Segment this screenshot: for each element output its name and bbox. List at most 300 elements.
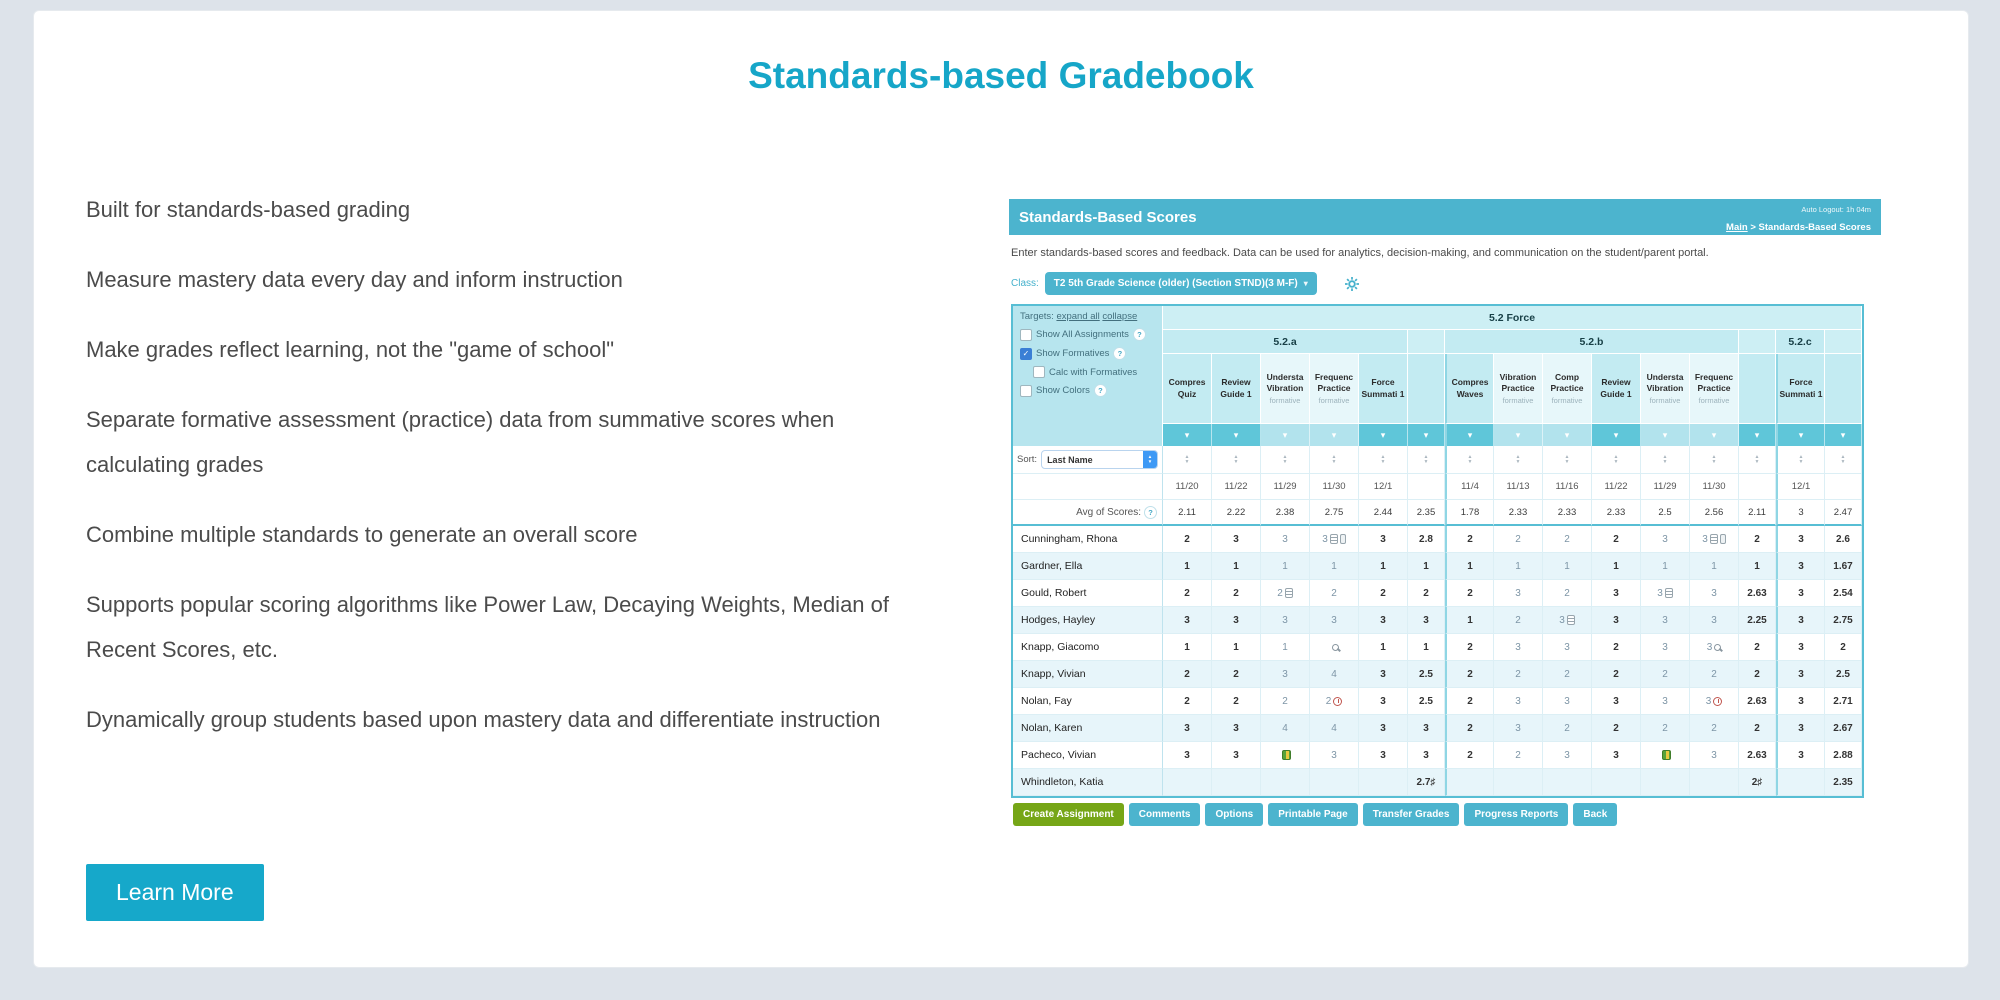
score-cell[interactable] [1543, 715, 1592, 742]
column-menu-chevron-icon[interactable]: ▾ [1408, 424, 1445, 446]
score-cell[interactable] [1261, 526, 1310, 553]
sort-toggle[interactable]: ▲ ▼ [1261, 446, 1310, 474]
breadcrumb-current: Standards-Based Scores [1758, 222, 1871, 233]
score-value: 3 [1798, 668, 1804, 680]
score-cell[interactable] [1163, 607, 1212, 634]
score-value: 1.67 [1833, 560, 1853, 572]
score-value: 1 [1467, 560, 1473, 572]
sort-toggle[interactable]: ▲ ▼ [1776, 446, 1825, 474]
printable-page-button[interactable]: Printable Page [1268, 803, 1357, 826]
score-cell[interactable] [1825, 769, 1862, 796]
sort-toggle[interactable]: ▲ ▼ [1408, 446, 1445, 474]
score-cell[interactable] [1212, 526, 1261, 553]
score-cell[interactable] [1359, 661, 1408, 688]
score-cell[interactable] [1825, 661, 1862, 688]
score-value: 2.54 [1833, 587, 1853, 599]
gradebook-description: Enter standards-based scores and feedback. Data can be used for analytics, decision-making, and communication on the student/parent portal. [1011, 247, 1709, 259]
score-cell[interactable] [1212, 607, 1261, 634]
score-cell[interactable] [1310, 526, 1359, 553]
sort-toggle[interactable]: ▲ ▼ [1592, 446, 1641, 474]
score-cell[interactable] [1359, 688, 1408, 715]
column-menu-chevron-icon[interactable]: ▾ [1690, 424, 1739, 446]
note-icon [1710, 534, 1718, 544]
score-cell[interactable] [1543, 607, 1592, 634]
checkbox-calc-with-formatives[interactable] [1033, 366, 1155, 378]
transfer-grades-button[interactable]: Transfer Grades [1363, 803, 1460, 826]
score-cell[interactable] [1825, 553, 1862, 580]
assignment-date: 11/22 [1212, 474, 1261, 500]
score-cell[interactable] [1592, 580, 1641, 607]
assignment-date: 12/1 [1776, 474, 1825, 500]
score-cell[interactable] [1359, 607, 1408, 634]
checkbox-unchecked-icon[interactable] [1020, 385, 1032, 397]
progress-reports-button[interactable]: Progress Reports [1464, 803, 1568, 826]
collapse-link[interactable]: collapse [1102, 311, 1138, 322]
column-menu-chevron-icon[interactable]: ▾ [1359, 424, 1408, 446]
average-score: 2.47 [1825, 500, 1862, 526]
score-value: 4 [1331, 668, 1337, 680]
score-value: 2 [1613, 533, 1619, 545]
score-cell[interactable] [1641, 661, 1690, 688]
score-cell[interactable] [1543, 553, 1592, 580]
score-value: 2 [1754, 641, 1760, 653]
checkbox-label: Calc with Formatives [1049, 366, 1138, 378]
score-value: 2 [1423, 587, 1429, 599]
score-value: 3 [1702, 533, 1708, 545]
checkbox-unchecked-icon[interactable] [1033, 366, 1045, 378]
score-cell[interactable] [1690, 688, 1739, 715]
score-cell[interactable] [1310, 688, 1359, 715]
score-value: 3 [1706, 641, 1713, 653]
score-value: 2 [1754, 722, 1760, 734]
score-value: 1 [1380, 560, 1386, 572]
score-cell[interactable] [1408, 661, 1445, 688]
score-cell[interactable] [1212, 688, 1261, 715]
score-cell[interactable] [1261, 715, 1310, 742]
score-value: 2 [1840, 641, 1846, 653]
score-cell[interactable] [1310, 769, 1359, 796]
score-cell[interactable] [1641, 607, 1690, 634]
score-cell[interactable] [1776, 715, 1825, 742]
sort-toggle[interactable]: ▲ ▼ [1543, 446, 1592, 474]
score-cell[interactable] [1445, 688, 1494, 715]
assignment-header[interactable] [1359, 354, 1408, 424]
assignment-header[interactable] [1212, 354, 1261, 424]
chevron-down-icon: ▾ [1303, 279, 1308, 288]
column-menu-chevron-icon[interactable]: ▾ [1776, 424, 1825, 446]
assignment-header[interactable] [1310, 354, 1359, 424]
score-cell[interactable] [1359, 769, 1408, 796]
score-value: 4 [1331, 722, 1337, 734]
score-cell[interactable] [1445, 526, 1494, 553]
score-cell[interactable] [1739, 553, 1776, 580]
checkbox-show-colors[interactable] [1020, 384, 1155, 397]
score-cell[interactable] [1310, 661, 1359, 688]
score-cell[interactable] [1163, 634, 1212, 661]
score-cell[interactable] [1739, 715, 1776, 742]
column-menu-chevron-icon[interactable]: ▾ [1212, 424, 1261, 446]
assignment-name: Review Guide 1 [1600, 377, 1632, 399]
score-cell[interactable] [1739, 688, 1776, 715]
score-value: 2 [1515, 749, 1521, 761]
assignment-date: 11/30 [1310, 474, 1359, 500]
assignment-name: Understa Vibration [1266, 371, 1304, 393]
assignment-header[interactable] [1163, 354, 1212, 424]
score-cell[interactable] [1310, 553, 1359, 580]
score-cell[interactable] [1494, 553, 1543, 580]
score-cell[interactable] [1494, 742, 1543, 769]
column-menu-chevron-icon[interactable]: ▾ [1739, 424, 1776, 446]
score-cell[interactable] [1408, 580, 1445, 607]
avg-label-text: Avg of Scores: [1076, 506, 1141, 518]
assignment-header[interactable] [1445, 354, 1494, 424]
formative-tag: formative [1502, 396, 1534, 406]
score-cell[interactable] [1445, 661, 1494, 688]
score-value: 2♯ [1751, 776, 1763, 788]
score-value: 2 [1515, 533, 1521, 545]
score-value: 2.35 [1833, 776, 1853, 788]
score-cell[interactable] [1261, 769, 1310, 796]
score-cell[interactable] [1261, 580, 1310, 607]
score-value: 2 [1564, 722, 1570, 734]
score-cell[interactable] [1690, 769, 1739, 796]
score-value: 3 [1380, 614, 1386, 626]
score-cell[interactable] [1163, 769, 1212, 796]
score-value: 2 [1613, 668, 1619, 680]
column-menu-chevron-icon[interactable]: ▾ [1592, 424, 1641, 446]
score-cell[interactable] [1592, 769, 1641, 796]
score-cell[interactable] [1408, 526, 1445, 553]
score-cell[interactable] [1261, 553, 1310, 580]
score-cell[interactable] [1641, 688, 1690, 715]
note-icon [1330, 534, 1338, 544]
content-card [33, 10, 1969, 968]
score-cell[interactable] [1163, 580, 1212, 607]
column-menu-chevron-icon[interactable]: ▾ [1310, 424, 1359, 446]
score-value: 3 [1657, 587, 1663, 599]
help-icon[interactable]: ? [1144, 506, 1157, 519]
score-cell[interactable] [1359, 742, 1408, 769]
sort-toggle[interactable]: ▲ ▼ [1825, 446, 1862, 474]
clock-icon [1713, 697, 1722, 706]
score-cell[interactable] [1690, 742, 1739, 769]
score-cell[interactable] [1310, 607, 1359, 634]
sort-toggle[interactable]: ▲ ▼ [1690, 446, 1739, 474]
assignment-header[interactable] [1261, 354, 1310, 424]
score-cell[interactable] [1310, 715, 1359, 742]
sort-toggle[interactable]: ▲ ▼ [1445, 446, 1494, 474]
sort-toggle[interactable]: ▲ ▼ [1359, 446, 1408, 474]
help-icon[interactable]: ? [1113, 347, 1126, 360]
create-assignment-button[interactable]: Create Assignment [1013, 803, 1124, 826]
score-cell[interactable] [1739, 742, 1776, 769]
assignment-header[interactable] [1494, 354, 1543, 424]
average-score: 2.75 [1310, 500, 1359, 526]
score-cell[interactable] [1825, 688, 1862, 715]
checkbox-checked-icon[interactable]: ✓ [1020, 348, 1032, 360]
student-name: Nolan, Karen [1013, 715, 1163, 742]
score-cell[interactable] [1641, 526, 1690, 553]
score-cell[interactable] [1163, 553, 1212, 580]
assignment-header[interactable] [1776, 354, 1825, 424]
back-button[interactable]: Back [1573, 803, 1617, 826]
class-select-value: T2 5th Grade Science (older) (Section STND)(3 M-F) [1053, 278, 1298, 289]
score-cell[interactable] [1494, 661, 1543, 688]
score-cell[interactable] [1359, 634, 1408, 661]
score-cell[interactable] [1776, 634, 1825, 661]
score-cell[interactable] [1408, 607, 1445, 634]
sort-toggle[interactable]: ▲ ▼ [1641, 446, 1690, 474]
score-cell[interactable] [1825, 634, 1862, 661]
score-value: 2.6 [1836, 533, 1850, 545]
score-cell[interactable] [1776, 769, 1825, 796]
score-cell[interactable] [1310, 742, 1359, 769]
score-value: 3 [1613, 749, 1619, 761]
score-cell[interactable] [1592, 634, 1641, 661]
score-cell[interactable] [1261, 661, 1310, 688]
score-cell[interactable] [1690, 526, 1739, 553]
score-cell[interactable] [1212, 553, 1261, 580]
assignment-name: Compres Quiz [1168, 377, 1206, 399]
score-value: 3 [1233, 533, 1239, 545]
score-cell[interactable] [1212, 661, 1261, 688]
score-cell[interactable] [1825, 715, 1862, 742]
assignment-date [1408, 474, 1445, 500]
score-cell[interactable] [1543, 634, 1592, 661]
score-cell[interactable] [1690, 661, 1739, 688]
assignment-name: Force Summati 1 [1361, 377, 1405, 399]
sort-select[interactable] [1041, 450, 1158, 469]
score-cell[interactable] [1739, 769, 1776, 796]
assignment-name: Frequenc Practice [1694, 371, 1734, 393]
score-cell[interactable] [1494, 715, 1543, 742]
score-cell[interactable] [1261, 688, 1310, 715]
score-cell[interactable] [1212, 634, 1261, 661]
score-cell[interactable] [1445, 715, 1494, 742]
score-cell[interactable] [1690, 715, 1739, 742]
average-score: 2.33 [1592, 500, 1641, 526]
score-cell[interactable] [1776, 607, 1825, 634]
score-cell[interactable] [1359, 715, 1408, 742]
score-value: 2.7♯ [1416, 776, 1436, 788]
assignment-date: 11/4 [1445, 474, 1494, 500]
assignment-header[interactable] [1690, 354, 1739, 424]
score-cell[interactable] [1310, 580, 1359, 607]
average-score: 2.5 [1641, 500, 1690, 526]
score-cell[interactable] [1641, 715, 1690, 742]
targets-checkbox-list [1020, 328, 1155, 397]
score-cell[interactable] [1690, 607, 1739, 634]
score-value: 2 [1662, 722, 1668, 734]
feature-list [86, 187, 906, 767]
score-cell[interactable] [1592, 688, 1641, 715]
sort-toggle[interactable]: ▲ ▼ [1212, 446, 1261, 474]
score-cell[interactable] [1690, 580, 1739, 607]
score-cell[interactable] [1261, 634, 1310, 661]
score-cell[interactable] [1408, 742, 1445, 769]
score-value: 2 [1711, 722, 1717, 734]
score-cell[interactable] [1641, 742, 1690, 769]
score-value: 1 [1331, 560, 1337, 572]
score-cell[interactable] [1592, 607, 1641, 634]
score-cell[interactable] [1494, 634, 1543, 661]
score-cell[interactable] [1494, 526, 1543, 553]
score-value: 3 [1798, 533, 1804, 545]
score-cell[interactable] [1359, 580, 1408, 607]
score-cell[interactable] [1739, 607, 1776, 634]
score-value: 3 [1423, 614, 1429, 626]
score-cell[interactable] [1739, 661, 1776, 688]
score-cell[interactable] [1163, 715, 1212, 742]
score-value: 2.75 [1833, 614, 1853, 626]
score-cell[interactable] [1776, 742, 1825, 769]
score-cell[interactable] [1543, 769, 1592, 796]
score-cell[interactable] [1543, 742, 1592, 769]
assignment-header[interactable] [1641, 354, 1690, 424]
score-cell[interactable] [1163, 661, 1212, 688]
score-cell[interactable] [1739, 580, 1776, 607]
score-value: 2.5 [1419, 695, 1433, 707]
score-cell[interactable] [1494, 580, 1543, 607]
sort-toggle[interactable]: ▲ ▼ [1163, 446, 1212, 474]
score-cell[interactable] [1445, 553, 1494, 580]
score-cell[interactable] [1212, 769, 1261, 796]
score-cell[interactable] [1408, 715, 1445, 742]
score-cell[interactable] [1592, 553, 1641, 580]
score-cell[interactable] [1690, 634, 1739, 661]
score-cell[interactable] [1212, 580, 1261, 607]
column-menu-chevron-icon[interactable]: ▾ [1445, 424, 1494, 446]
help-icon[interactable]: ? [1133, 328, 1146, 341]
score-value: 3 [1564, 641, 1570, 653]
sort-toggle[interactable]: ▲ ▼ [1494, 446, 1543, 474]
score-cell[interactable] [1641, 634, 1690, 661]
sort-select-value: Last Name [1047, 454, 1093, 465]
score-value: 2 [1467, 668, 1473, 680]
score-value: 1 [1467, 614, 1473, 626]
score-cell[interactable] [1739, 634, 1776, 661]
average-score: 2.33 [1543, 500, 1592, 526]
assignment-header[interactable] [1543, 354, 1592, 424]
score-cell[interactable] [1445, 634, 1494, 661]
score-cell[interactable] [1641, 769, 1690, 796]
score-cell[interactable] [1408, 769, 1445, 796]
score-cell[interactable] [1494, 607, 1543, 634]
score-cell[interactable] [1212, 715, 1261, 742]
score-cell[interactable] [1359, 526, 1408, 553]
options-button[interactable]: Options [1205, 803, 1263, 826]
score-cell[interactable] [1445, 769, 1494, 796]
score-value: 3 [1282, 533, 1288, 545]
score-cell[interactable] [1261, 607, 1310, 634]
score-cell[interactable] [1776, 580, 1825, 607]
score-cell[interactable] [1776, 526, 1825, 553]
targets-panel [1013, 306, 1163, 446]
breadcrumb-main-link[interactable]: Main [1726, 222, 1748, 233]
score-cell[interactable] [1261, 742, 1310, 769]
score-cell[interactable] [1641, 580, 1690, 607]
score-cell[interactable] [1592, 526, 1641, 553]
column-menu-chevron-icon[interactable]: ▾ [1261, 424, 1310, 446]
assignment-header[interactable] [1592, 354, 1641, 424]
score-cell[interactable] [1543, 688, 1592, 715]
learn-more-button[interactable]: Learn More [86, 864, 264, 921]
help-icon[interactable]: ? [1094, 384, 1107, 397]
sort-toggle[interactable]: ▲ ▼ [1310, 446, 1359, 474]
checkbox-show-formatives[interactable] [1020, 347, 1155, 360]
score-value: 1 [1184, 560, 1190, 572]
gear-icon[interactable] [1345, 277, 1359, 291]
score-cell[interactable] [1163, 742, 1212, 769]
score-value: 2 [1467, 533, 1473, 545]
magnifier-icon [1332, 644, 1339, 651]
class-select[interactable] [1045, 272, 1317, 295]
score-cell[interactable] [1825, 607, 1862, 634]
score-cell[interactable] [1543, 661, 1592, 688]
score-cell[interactable] [1494, 688, 1543, 715]
score-cell[interactable] [1592, 715, 1641, 742]
score-cell[interactable] [1212, 742, 1261, 769]
comments-button[interactable]: Comments [1129, 803, 1201, 826]
student-name: Gould, Robert [1013, 580, 1163, 607]
score-cell[interactable] [1592, 661, 1641, 688]
score-cell[interactable] [1825, 526, 1862, 553]
score-cell[interactable] [1592, 742, 1641, 769]
assignment-name: Vibration Practice [1499, 371, 1537, 393]
column-menu-chevron-icon[interactable]: ▾ [1641, 424, 1690, 446]
score-cell[interactable] [1641, 553, 1690, 580]
score-cell[interactable] [1825, 580, 1862, 607]
standard-header: 5.2.a [1163, 330, 1408, 354]
score-value: 2.63 [1747, 695, 1767, 707]
score-cell[interactable] [1776, 661, 1825, 688]
checkbox-unchecked-icon[interactable] [1020, 329, 1032, 341]
score-cell[interactable] [1408, 688, 1445, 715]
student-name: Whindleton, Katia [1013, 769, 1163, 796]
score-cell[interactable] [1776, 553, 1825, 580]
score-cell[interactable] [1163, 526, 1212, 553]
expand-all-link[interactable]: expand all [1056, 311, 1100, 322]
score-cell[interactable] [1310, 634, 1359, 661]
score-cell[interactable] [1825, 742, 1862, 769]
score-cell[interactable] [1163, 688, 1212, 715]
column-menu-chevron-icon[interactable]: ▾ [1825, 424, 1862, 446]
score-cell[interactable] [1445, 580, 1494, 607]
score-value: 1 [1613, 560, 1619, 572]
score-cell[interactable] [1445, 742, 1494, 769]
score-cell[interactable] [1739, 526, 1776, 553]
score-cell[interactable] [1408, 553, 1445, 580]
score-cell[interactable] [1543, 526, 1592, 553]
score-cell[interactable] [1494, 769, 1543, 796]
score-cell[interactable] [1359, 553, 1408, 580]
checkbox-show-all-assignments[interactable] [1020, 328, 1155, 341]
score-cell[interactable] [1408, 634, 1445, 661]
sort-toggle[interactable]: ▲ ▼ [1739, 446, 1776, 474]
score-cell[interactable] [1690, 553, 1739, 580]
student-name: Cunningham, Rhona [1013, 526, 1163, 553]
score-value: 1 [1282, 641, 1288, 653]
column-menu-chevron-icon[interactable]: ▾ [1163, 424, 1212, 446]
column-menu-chevron-icon[interactable]: ▾ [1494, 424, 1543, 446]
score-cell[interactable] [1445, 607, 1494, 634]
score-value: 3 [1705, 695, 1712, 707]
score-value: 3 [1798, 722, 1804, 734]
score-cell[interactable] [1543, 580, 1592, 607]
score-cell[interactable] [1776, 688, 1825, 715]
breadcrumb-separator: > [1750, 222, 1756, 233]
column-menu-chevron-icon[interactable]: ▾ [1543, 424, 1592, 446]
